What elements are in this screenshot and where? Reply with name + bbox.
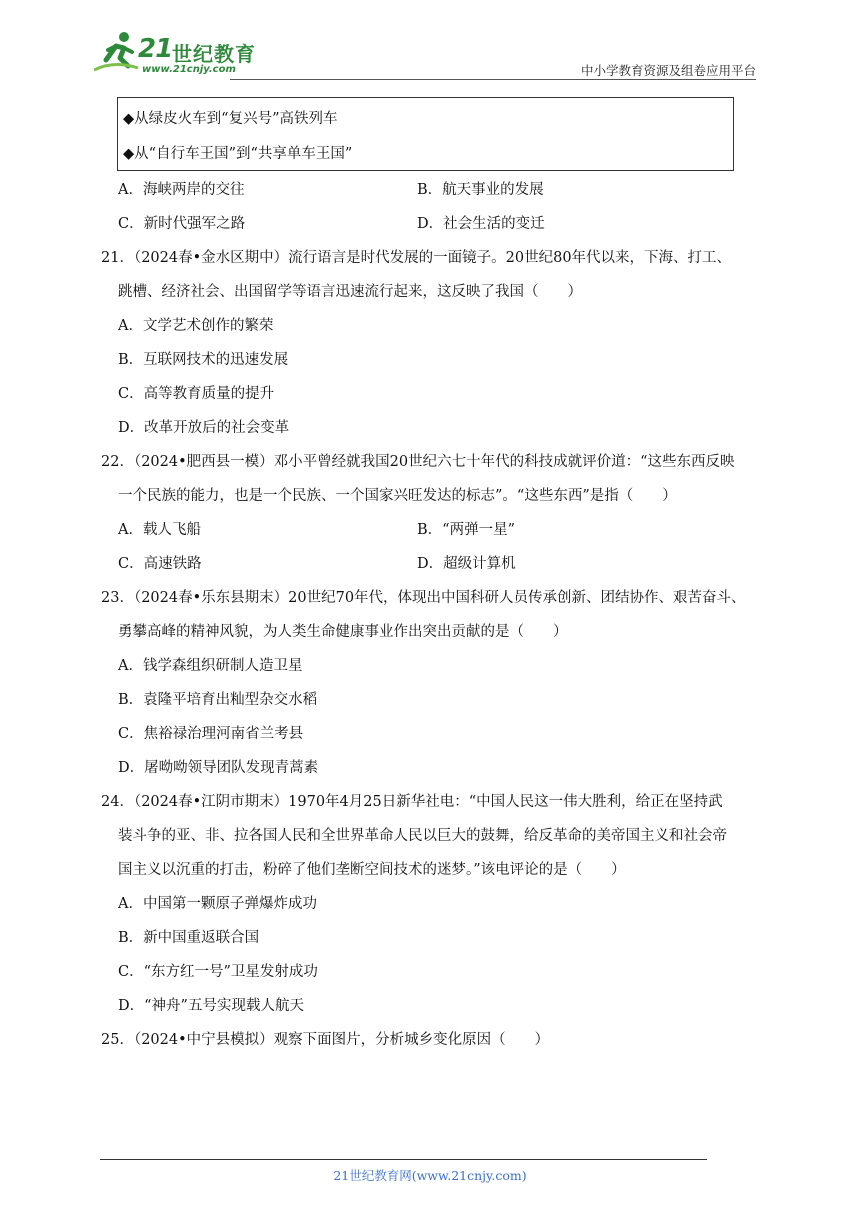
q24-option-a[interactable]: A．中国第一颗原子弹爆炸成功 (118, 896, 317, 912)
platform-name: 中小学教育资源及组卷应用平台 (580, 63, 756, 78)
q22-stem-cont: 一个民族的能力，也是一个民族、一个国家兴旺发达的标志”。“这些东西”是指（ ） (118, 488, 677, 504)
site-logo (94, 30, 264, 78)
logo-url: www.21cnjy.com (142, 64, 236, 75)
q22-option-c[interactable]: C．高速铁路 (118, 556, 202, 572)
q20-option-d[interactable]: D．社会生活的变迁 (417, 216, 545, 232)
q24-stem-cont: 装斗争的亚、非、拉各国人民和全世界革命人民以巨大的鼓舞，给反革命的美帝国主义和社会帝 (118, 828, 727, 844)
q23-stem: 23．（2024春•乐东县期末）20世纪70年代，体现出中国科研人员传承创新、团结协作、艰苦奋斗、 (101, 590, 746, 606)
q21-option-d[interactable]: D．改革开放后的社会变革 (118, 420, 290, 436)
q22-stem: 22．（2024•肥西县一模）邓小平曾经就我国20世纪六七十年代的科技成就评价道：“这些东西反映 (101, 454, 735, 470)
q25-stem: 25．（2024•中宁县模拟）观察下面图片，分析城乡变化原因（ ） (101, 1032, 550, 1048)
q24-option-d[interactable]: D．“神舟”五号实现载人航天 (118, 998, 304, 1014)
q21-option-b[interactable]: B．互联网技术的迅速发展 (118, 352, 289, 368)
page-header (0, 0, 860, 82)
q22-option-a[interactable]: A．载人飞船 (118, 522, 201, 538)
q23-option-b[interactable]: B．袁隆平培育出籼型杂交水稻 (118, 692, 318, 708)
q23-option-a[interactable]: A．钱学森组织研制人造卫星 (118, 658, 303, 674)
q22-option-d[interactable]: D．超级计算机 (417, 556, 516, 572)
header-divider (230, 79, 756, 80)
material-line: ◆从绿皮火车到“复兴号”高铁列车 (123, 111, 338, 127)
q20-option-b[interactable]: B．航天事业的发展 (417, 182, 544, 198)
q24-option-b[interactable]: B．新中国重返联合国 (118, 930, 260, 946)
material-line: ◆从“自行车王国”到“共享单车王国” (123, 146, 353, 162)
q20-option-a[interactable]: A．海峡两岸的交往 (118, 182, 245, 198)
q23-option-c[interactable]: C．焦裕禄治理河南省兰考县 (118, 726, 304, 742)
runner-logo-icon (94, 30, 140, 74)
footer-divider (100, 1159, 707, 1160)
material-box (117, 97, 734, 171)
logo-number: 21 (138, 34, 173, 64)
footer-link[interactable]: 21世纪教育网(www.21cnjy.com) (333, 1168, 527, 1183)
q21-stem-cont: 跳槽、经济社会、出国留学等语言迅速流行起来，这反映了我国（ ） (118, 284, 582, 300)
q21-option-a[interactable]: A．文学艺术创作的繁荣 (118, 318, 274, 334)
q23-stem-cont: 勇攀高峰的精神风貌，为人类生命健康事业作出突出贡献的是（ ） (118, 624, 568, 640)
logo-text: 世纪教育 (172, 42, 256, 66)
q23-option-d[interactable]: D．屠呦呦领导团队发现青蒿素 (118, 760, 319, 776)
q24-stem: 24．（2024春•江阴市期末）1970年4月25日新华社电：“中国人民这一伟大胜利，给正在坚持武 (101, 794, 723, 810)
q24-option-c[interactable]: C．“东方红一号”卫星发射成功 (118, 964, 318, 980)
q21-option-c[interactable]: C．高等教育质量的提升 (118, 386, 275, 402)
q20-option-c[interactable]: C．新时代强军之路 (118, 216, 246, 232)
q24-stem-cont: 国主义以沉重的打击，粉碎了他们垄断空间技术的迷梦。”该电评论的是（ ） (118, 862, 626, 878)
q21-stem: 21．（2024春•金水区期中）流行语言是时代发展的一面镜子。20世纪80年代以来，下海、打工、 (101, 250, 732, 266)
q22-option-b[interactable]: B．“两弹一星” (417, 522, 515, 538)
